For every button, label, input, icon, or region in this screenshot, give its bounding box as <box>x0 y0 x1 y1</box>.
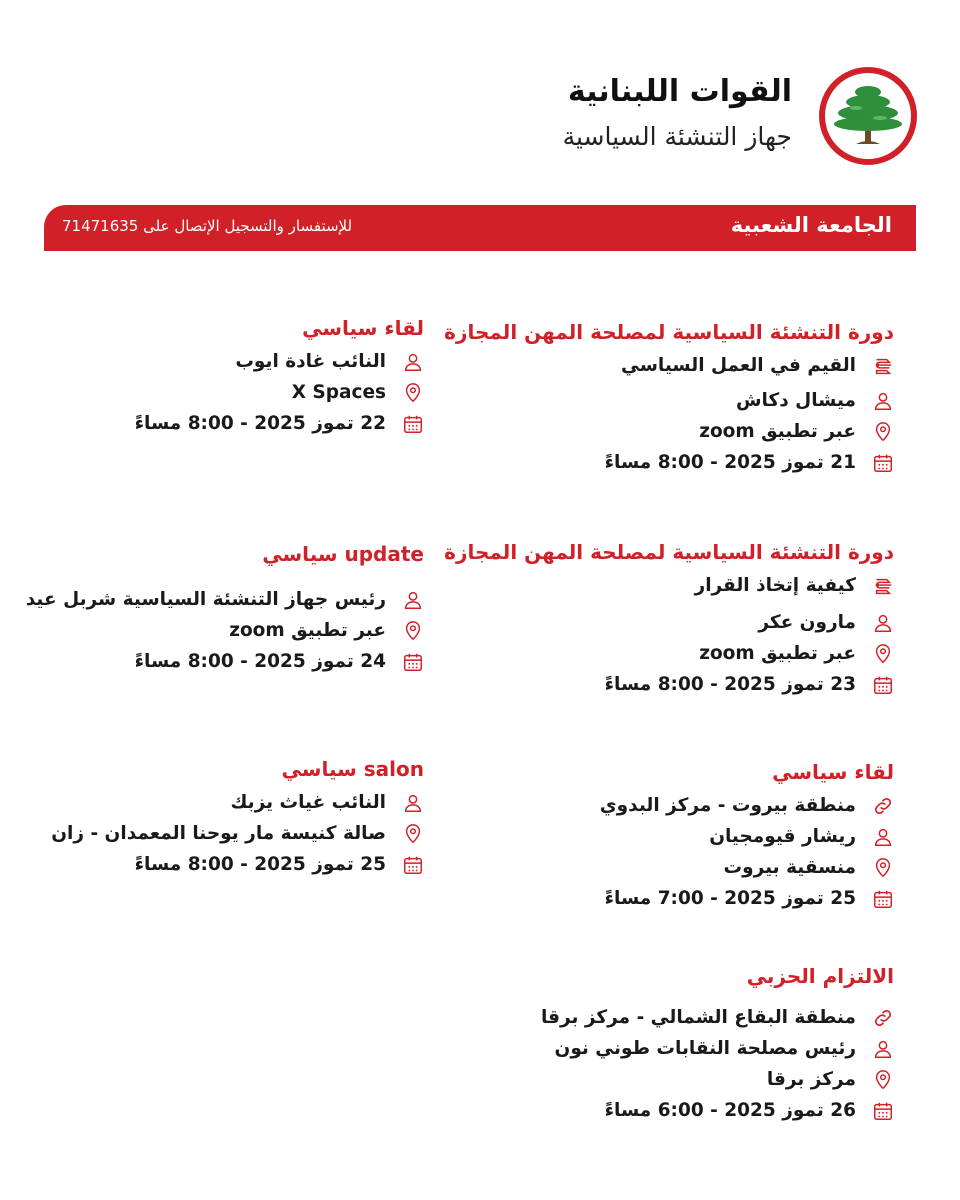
event-detail: X Spaces <box>291 382 386 403</box>
calendar-icon <box>872 1100 894 1122</box>
person-icon <box>872 826 894 848</box>
event-title: دورة التنشئة السياسية لمصلحة المهن المجازة <box>444 540 894 564</box>
person-icon <box>402 589 424 611</box>
location-icon <box>872 643 894 665</box>
link-icon <box>872 1007 894 1029</box>
org-name: القوات اللبنانية <box>567 74 792 109</box>
event-row <box>26 615 424 646</box>
event-detail: 21 تموز 2025 - 8:00 مساءً <box>604 452 856 473</box>
event-title: الالتزام الحزبي <box>746 964 894 988</box>
event-detail: مارون عكر <box>758 612 856 633</box>
cedar-logo-icon <box>818 66 918 166</box>
event-row <box>135 346 424 377</box>
person-icon <box>872 1038 894 1060</box>
department-name: جهاز التنشئة السياسية <box>562 122 792 151</box>
person-icon <box>402 792 424 814</box>
event-row <box>600 852 894 883</box>
calendar-icon <box>872 452 894 474</box>
event-detail: 23 تموز 2025 - 8:00 مساءً <box>604 674 856 695</box>
event-block <box>444 536 894 700</box>
event-row <box>541 1095 894 1126</box>
banner-title: الجامعة الشعبية <box>730 213 892 237</box>
person-icon <box>872 390 894 412</box>
event-title: salon سياسي <box>281 757 424 781</box>
event-row <box>135 408 424 439</box>
event-row <box>541 1064 894 1095</box>
person-icon <box>872 612 894 634</box>
event-row <box>444 385 894 416</box>
location-icon <box>402 620 424 642</box>
event-row <box>51 849 424 880</box>
event-row <box>444 607 894 638</box>
event-detail: رئيس جهاز التنشئة السياسية شربل عيد <box>25 589 386 610</box>
section-banner <box>44 205 916 251</box>
event-row <box>444 447 894 478</box>
event-row <box>135 377 424 408</box>
event-row <box>26 584 424 615</box>
location-icon <box>402 382 424 404</box>
event-row <box>51 787 424 818</box>
event-row <box>444 350 894 381</box>
event-detail: 25 تموز 2025 - 7:00 مساءً <box>604 888 856 909</box>
event-detail: 22 تموز 2025 - 8:00 مساءً <box>134 413 386 434</box>
person-icon <box>402 351 424 373</box>
calendar-icon <box>872 674 894 696</box>
event-block <box>51 753 424 880</box>
location-icon <box>872 857 894 879</box>
event-detail: رئيس مصلحة النقابات طوني نون <box>554 1038 856 1059</box>
event-block <box>600 756 894 914</box>
event-detail: منسقية بيروت <box>723 857 856 878</box>
event-detail: 24 تموز 2025 - 8:00 مساءً <box>134 651 386 672</box>
event-detail: صالة كنيسة مار يوحنا المعمدان - زان <box>51 823 386 844</box>
event-detail: عبر تطبيق zoom <box>699 421 856 442</box>
event-row <box>541 1002 894 1033</box>
event-detail: ميشال دكاش <box>736 390 856 411</box>
event-detail: النائب غادة ايوب <box>235 351 386 372</box>
topic-icon <box>872 355 894 377</box>
event-row <box>600 883 894 914</box>
link-icon <box>872 795 894 817</box>
event-detail: عبر تطبيق zoom <box>229 620 386 641</box>
event-row <box>444 638 894 669</box>
location-icon <box>872 421 894 443</box>
event-title: دورة التنشئة السياسية لمصلحة المهن المجازة <box>444 320 894 344</box>
event-row <box>444 416 894 447</box>
event-detail: النائب غياث يزبك <box>230 792 386 813</box>
event-title: update سياسي <box>262 542 424 566</box>
location-icon <box>872 1069 894 1091</box>
event-detail: منطقة البقاع الشمالي - مركز برقا <box>540 1007 856 1028</box>
contact-info: للإستفسار والتسجيل الإتصال على 71471635 <box>62 217 353 235</box>
event-detail: 25 تموز 2025 - 8:00 مساءً <box>134 854 386 875</box>
event-row <box>26 646 424 677</box>
event-row <box>51 818 424 849</box>
event-detail: مركز برقا <box>766 1069 856 1090</box>
event-detail: 26 تموز 2025 - 6:00 مساءً <box>604 1100 856 1121</box>
event-block <box>444 316 894 478</box>
event-title: لقاء سياسي <box>302 316 424 340</box>
calendar-icon <box>402 854 424 876</box>
event-row <box>541 1033 894 1064</box>
event-detail: ريشار قيومجيان <box>709 826 856 847</box>
event-detail: القيم في العمل السياسي <box>621 355 856 376</box>
event-detail: كيفية إتخاذ القرار <box>694 575 856 596</box>
event-detail: عبر تطبيق zoom <box>699 643 856 664</box>
calendar-icon <box>872 888 894 910</box>
topic-icon <box>872 575 894 597</box>
event-block <box>135 312 424 439</box>
calendar-icon <box>402 413 424 435</box>
event-row <box>600 790 894 821</box>
event-row <box>444 570 894 601</box>
event-detail: منطقة بيروت - مركز البدوي <box>599 795 856 816</box>
event-row <box>600 821 894 852</box>
event-title: لقاء سياسي <box>772 760 894 784</box>
event-row <box>444 669 894 700</box>
event-block <box>541 960 894 1126</box>
location-icon <box>402 823 424 845</box>
event-block <box>26 538 424 677</box>
calendar-icon <box>402 651 424 673</box>
